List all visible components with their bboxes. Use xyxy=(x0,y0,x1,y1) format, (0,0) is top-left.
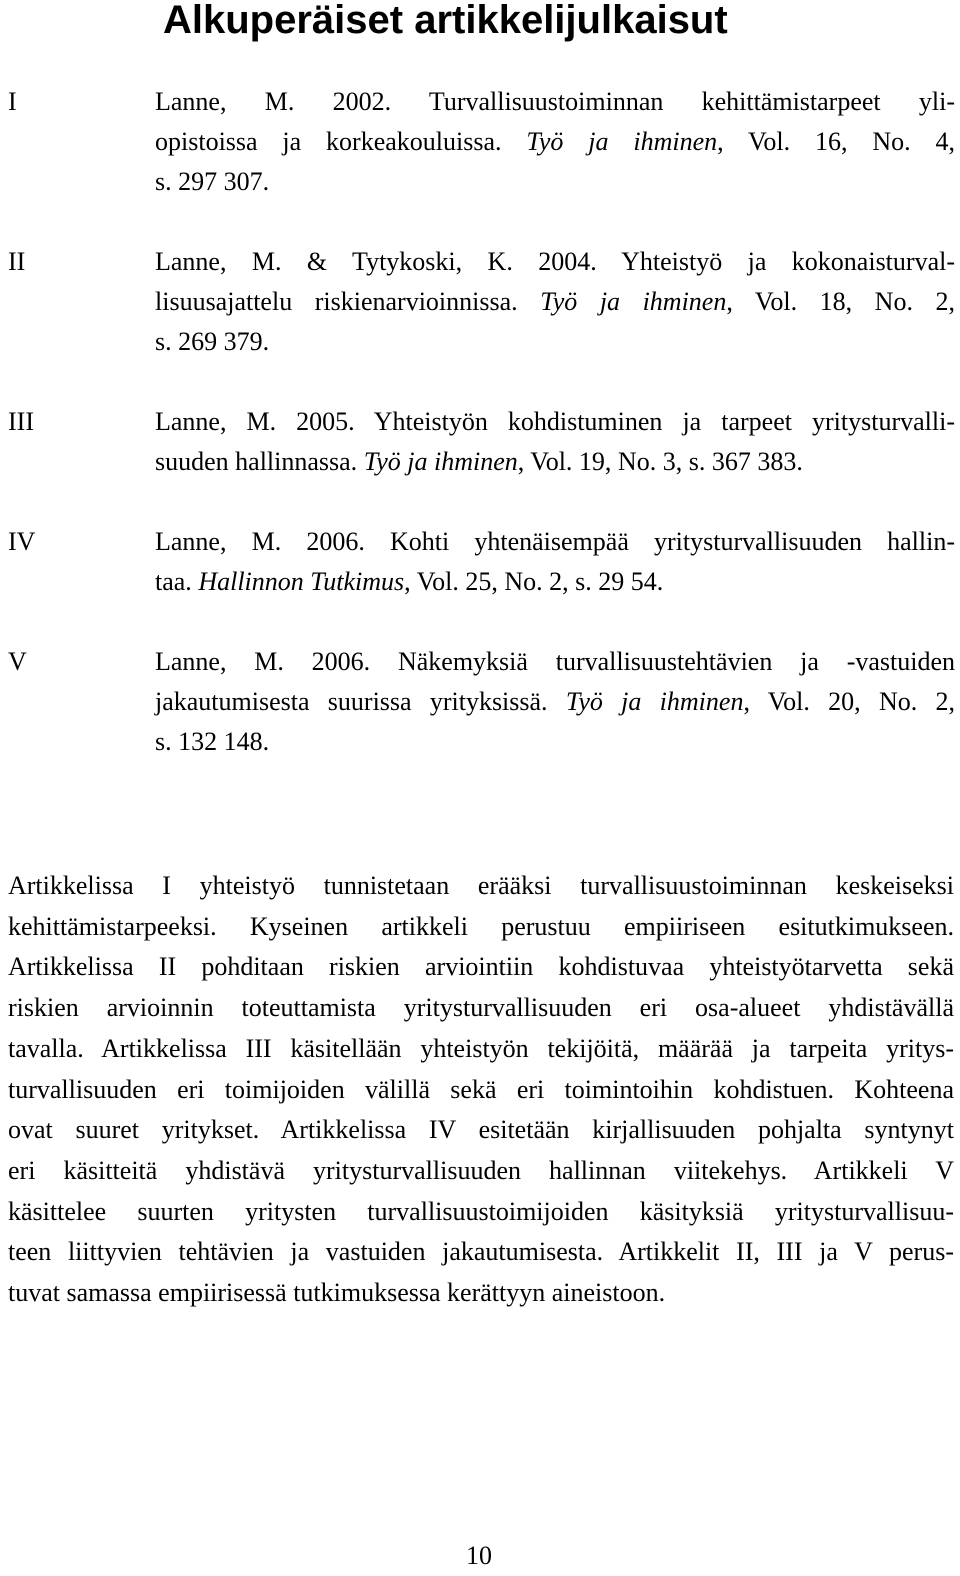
journal-title: Työ ja ihminen xyxy=(363,447,518,476)
summary-paragraph xyxy=(8,866,954,1314)
citation-text: , Vol. 16, No. 4, xyxy=(717,127,955,156)
citation-text: taa. xyxy=(155,567,199,596)
journal-title: Työ ja ihminen xyxy=(565,687,744,716)
reference-number: IV xyxy=(8,527,36,556)
summary-line: turvallisuuden eri toimijoiden välillä sekä eri toimintoihin kohdistuen. Kohteena xyxy=(8,1074,954,1104)
citation-text: s. 269 379. xyxy=(155,327,270,356)
citation-text: Lanne, M. 2006. Kohti yhtenäisempää yritysturvallisuuden hallin- xyxy=(155,527,955,556)
citation-text: , Vol. 20, No. 2, xyxy=(743,687,955,716)
journal-title: Hallinnon Tutkimus xyxy=(198,567,405,596)
citation-line xyxy=(155,82,955,122)
reference-number: III xyxy=(8,407,34,436)
citation-line xyxy=(155,402,955,442)
citation-text: jakautumisesta suurissa yrityksissä. xyxy=(155,687,566,716)
summary-line: eri käsitteitä yhdistävä yritysturvallisuuden hallinnan viitekehys. Artikkeli V xyxy=(8,1155,954,1185)
summary-line: ovat suuret yritykset. Artikkelissa IV esitetään kirjallisuuden pohjalta syntynyt xyxy=(8,1115,954,1145)
page-number: 10 xyxy=(466,1541,492,1570)
citation-text: , Vol. 19, No. 3, s. 367 383. xyxy=(517,447,803,476)
summary-line: Artikkelissa II pohditaan riskien arviointiin kohdistuvaa yhteistyötarvetta sekä xyxy=(8,952,954,982)
citation-line xyxy=(155,162,955,202)
citation-text: s. 297 307. xyxy=(155,167,270,196)
citation-text: , Vol. 18, No. 2, xyxy=(726,287,955,316)
citation-line xyxy=(155,722,955,762)
reference-citation xyxy=(155,242,955,362)
journal-title: Työ ja ihminen xyxy=(526,127,718,156)
summary-line: riskien arvioinnin toteuttamista yritysturvallisuuden eri osa-alueet yhdistävällä xyxy=(8,993,954,1023)
citation-text: s. 132 148. xyxy=(155,727,270,756)
citation-text: Lanne, M. 2006. Näkemyksiä turvallisuustehtävien ja -vastuiden xyxy=(155,647,955,676)
summary-line: käsittelee suurten yritysten turvallisuustoimijoiden käsityksiä yritysturvallisuu- xyxy=(8,1196,954,1226)
citation-line xyxy=(155,562,955,602)
reference-citation xyxy=(155,82,955,202)
citation-text: Lanne, M. 2005. Yhteistyön kohdistuminen ja tarpeet yritysturvalli- xyxy=(155,407,955,436)
citation-line xyxy=(155,442,955,482)
summary-line: kehittämistarpeeksi. Kyseinen artikkeli perustuu empiiriseen esitutkimukseen. xyxy=(8,911,954,941)
reference-number: V xyxy=(8,647,27,676)
reference-citation xyxy=(155,522,955,602)
page-heading: Alkuperäiset artikkelijulkaisut xyxy=(163,0,728,42)
reference-number: I xyxy=(8,87,17,116)
citation-text: Lanne, M. & Tytykoski, K. 2004. Yhteistyö ja kokonaisturval- xyxy=(155,247,955,276)
citation-text: opistoissa ja korkeakouluissa. xyxy=(155,127,527,156)
citation-text: Lanne, M. 2002. Turvallisuustoiminnan kehittämistarpeet yli- xyxy=(155,87,955,116)
citation-line xyxy=(155,522,955,562)
summary-line: tavalla. Artikkelissa III käsitellään yhteistyön tekijöitä, määrää ja tarpeita yritys- xyxy=(8,1033,954,1063)
reference-number: II xyxy=(8,247,26,276)
citation-line xyxy=(155,642,955,682)
citation-line xyxy=(155,122,955,162)
reference-citation xyxy=(155,642,955,762)
reference-citation xyxy=(155,402,955,482)
citation-line xyxy=(155,682,955,722)
citation-text: lisuusajattelu riskienarvioinnissa. xyxy=(155,287,541,316)
citation-text: suuden hallinnassa. xyxy=(155,447,364,476)
summary-line: Artikkelissa I yhteistyö tunnistetaan erääksi turvallisuustoiminnan keskeiseksi xyxy=(8,871,954,900)
summary-line: teen liittyvien tehtävien ja vastuiden jakautumisesta. Artikkelit II, III ja V perus- xyxy=(8,1237,954,1267)
citation-line xyxy=(155,322,955,362)
journal-title: Työ ja ihminen xyxy=(540,287,727,316)
summary-line: tuvat samassa empiirisessä tutkimuksessa kerättyyn aineistoon. xyxy=(8,1278,666,1308)
citation-line xyxy=(155,282,955,322)
citation-text: , Vol. 25, No. 2, s. 29 54. xyxy=(404,567,664,596)
citation-line xyxy=(155,242,955,282)
